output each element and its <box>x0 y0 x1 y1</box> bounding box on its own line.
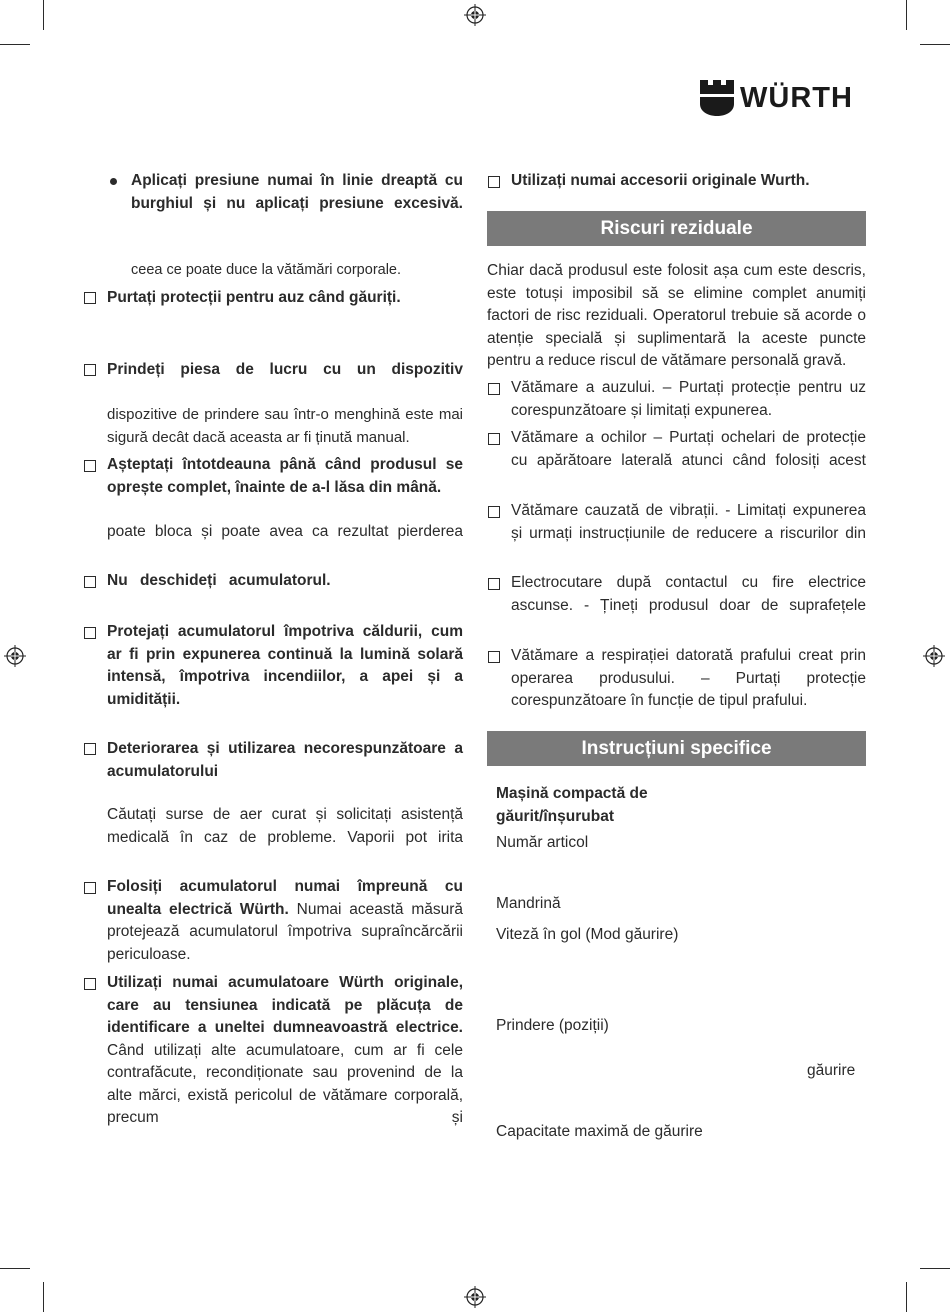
wurth-logo <box>700 80 853 116</box>
instruction-paragraph <box>107 972 463 1130</box>
checkbox-bullet-icon <box>84 364 96 376</box>
checkbox-bullet-icon <box>488 651 500 663</box>
instruction-text: poate bloca și poate avea ca rezultat pierderea <box>107 523 463 540</box>
instruction-bold: Așteptați întotdeauna până când produsul se oprește complet, înainte de a-l lăsa din mână. <box>107 456 463 496</box>
crop-mark <box>0 1268 30 1269</box>
crop-mark <box>0 44 30 45</box>
instruction-text: Când utilizați alte acumulatoare, cum ar fi cele contrafăcute, recondiționate sau provenind de la alte mărci, există pericolul de vătămare corporală, precum și <box>107 1041 463 1126</box>
instruction-bold: Nu deschideți acumulatorul. <box>107 572 331 589</box>
instruction-text: Numai această măsură protejează acumulatorul împotriva supraîncărcării periculoase. <box>107 900 464 963</box>
spec-label-drilling: găurire <box>807 1062 856 1079</box>
spec-label-clutch-positions: Prindere (poziții) <box>496 1017 609 1034</box>
instruction-bold: Aplicați presiune numai în linie dreaptă cu burghiul și nu aplicați presiune excesivă. <box>131 172 463 212</box>
section-heading-specific-instructions: Instrucțiuni specifice <box>487 731 866 766</box>
checkbox-bullet-icon <box>84 627 96 639</box>
checkbox-bullet-icon <box>84 460 96 472</box>
instruction-bold: Prindeți piesa de lucru cu un dispozitiv <box>107 361 463 378</box>
instruction-bold: Utilizați numai acumulatoare Würth originale, care au tensiunea indicată pe plăcuța de identificare a uneltei dumneavoastră electrice. <box>107 974 463 1036</box>
registration-mark-icon <box>464 4 486 26</box>
instruction-text: Căutați surse de aer curat și solicitați asistență medicală în caz de probleme. Vaporii pot irita <box>107 806 463 846</box>
crop-mark <box>920 1268 950 1269</box>
instruction-bold: Deteriorarea și utilizarea necorespunzătoare a acumulatorului <box>107 740 463 780</box>
wurth-logo-icon <box>700 80 734 116</box>
spec-label-chuck: Mandrină <box>496 895 561 912</box>
instruction-bold: Utilizați numai accesorii originale Wurth. <box>511 172 810 189</box>
checkbox-bullet-icon <box>84 292 96 304</box>
registration-mark-icon <box>464 1286 486 1308</box>
logo-text: WÜRTH <box>740 81 853 114</box>
checkbox-bullet-icon <box>488 506 500 518</box>
registration-mark-icon <box>4 645 26 667</box>
instruction-text: dispozitive de prindere sau într-o menghină este mai sigură decât dacă aceasta ar fi ținută manual. <box>107 406 463 446</box>
risk-item: Vătămare a ochilor – Purtați ochelari de protecție cu apărătoare laterală atunci când folosiți acest <box>511 429 866 469</box>
risk-item: Vătămare a respirației datorată prafului creat prin operarea produsului. – Purtați protecție corespunzătoare în funcție de tipul prafului. <box>511 647 866 709</box>
checkbox-bullet-icon <box>84 576 96 588</box>
crop-mark <box>920 44 950 45</box>
checkbox-bullet-icon <box>488 578 500 590</box>
checkbox-bullet-icon <box>84 743 96 755</box>
spec-label-max-drilling-capacity: Capacitate maximă de găurire <box>496 1123 703 1140</box>
bullet-dot-icon <box>110 178 117 185</box>
risk-item: Vătămare a auzului. – Purtați protecție pentru uz corespunzătoare și limitați expunerea. <box>511 379 866 419</box>
residual-risks-intro: Chiar dacă produsul este folosit așa cum este descris, este totuși imposibil să se elimine complet anumiți factori de risc reziduali. Operatorul trebuie să acorde o atenție specială și suplimentară la aceste puncte pentru a reduce riscul de vătămare personală gravă. <box>487 262 866 369</box>
crop-mark <box>43 1282 44 1312</box>
crop-mark <box>43 0 44 30</box>
instruction-bold: Protejați acumulatorul împotriva căldurii, cum ar fi prin expunerea continuă la lumină solară intensă, împotriva incendiilor, a apei și a umidității. <box>107 623 463 708</box>
checkbox-bullet-icon <box>488 383 500 395</box>
section-heading-residual-risks: Riscuri reziduale <box>487 211 866 246</box>
checkbox-bullet-icon <box>488 176 500 188</box>
crop-mark <box>906 1282 907 1312</box>
spec-label-idle-speed: Viteză în gol (Mod găurire) <box>496 926 679 943</box>
spec-label-article-number: Număr articol <box>496 834 589 851</box>
checkbox-bullet-icon <box>84 882 96 894</box>
instruction-paragraph <box>107 876 463 966</box>
risk-item: Electrocutare după contactul cu fire electrice ascunse. - Țineți produsul doar de suprafețele <box>511 574 866 614</box>
risk-item: Vătămare cauzată de vibrații. - Limitați expunerea și urmați instrucțiunile de reducere a riscurilor din <box>511 502 866 542</box>
crop-mark <box>906 0 907 30</box>
checkbox-bullet-icon <box>84 978 96 990</box>
checkbox-bullet-icon <box>488 433 500 445</box>
instruction-bold: Folosiți acumulatorul numai împreună cu unealta electrică Würth. <box>107 878 463 918</box>
registration-mark-icon <box>923 645 945 667</box>
instruction-bold: Purtați protecții pentru auz când găuriți. <box>107 289 401 306</box>
instruction-text: ceea ce poate duce la vătămări corporale. <box>131 262 402 278</box>
spec-title: Mașină compactă de găurit/înșurubat <box>496 785 648 825</box>
